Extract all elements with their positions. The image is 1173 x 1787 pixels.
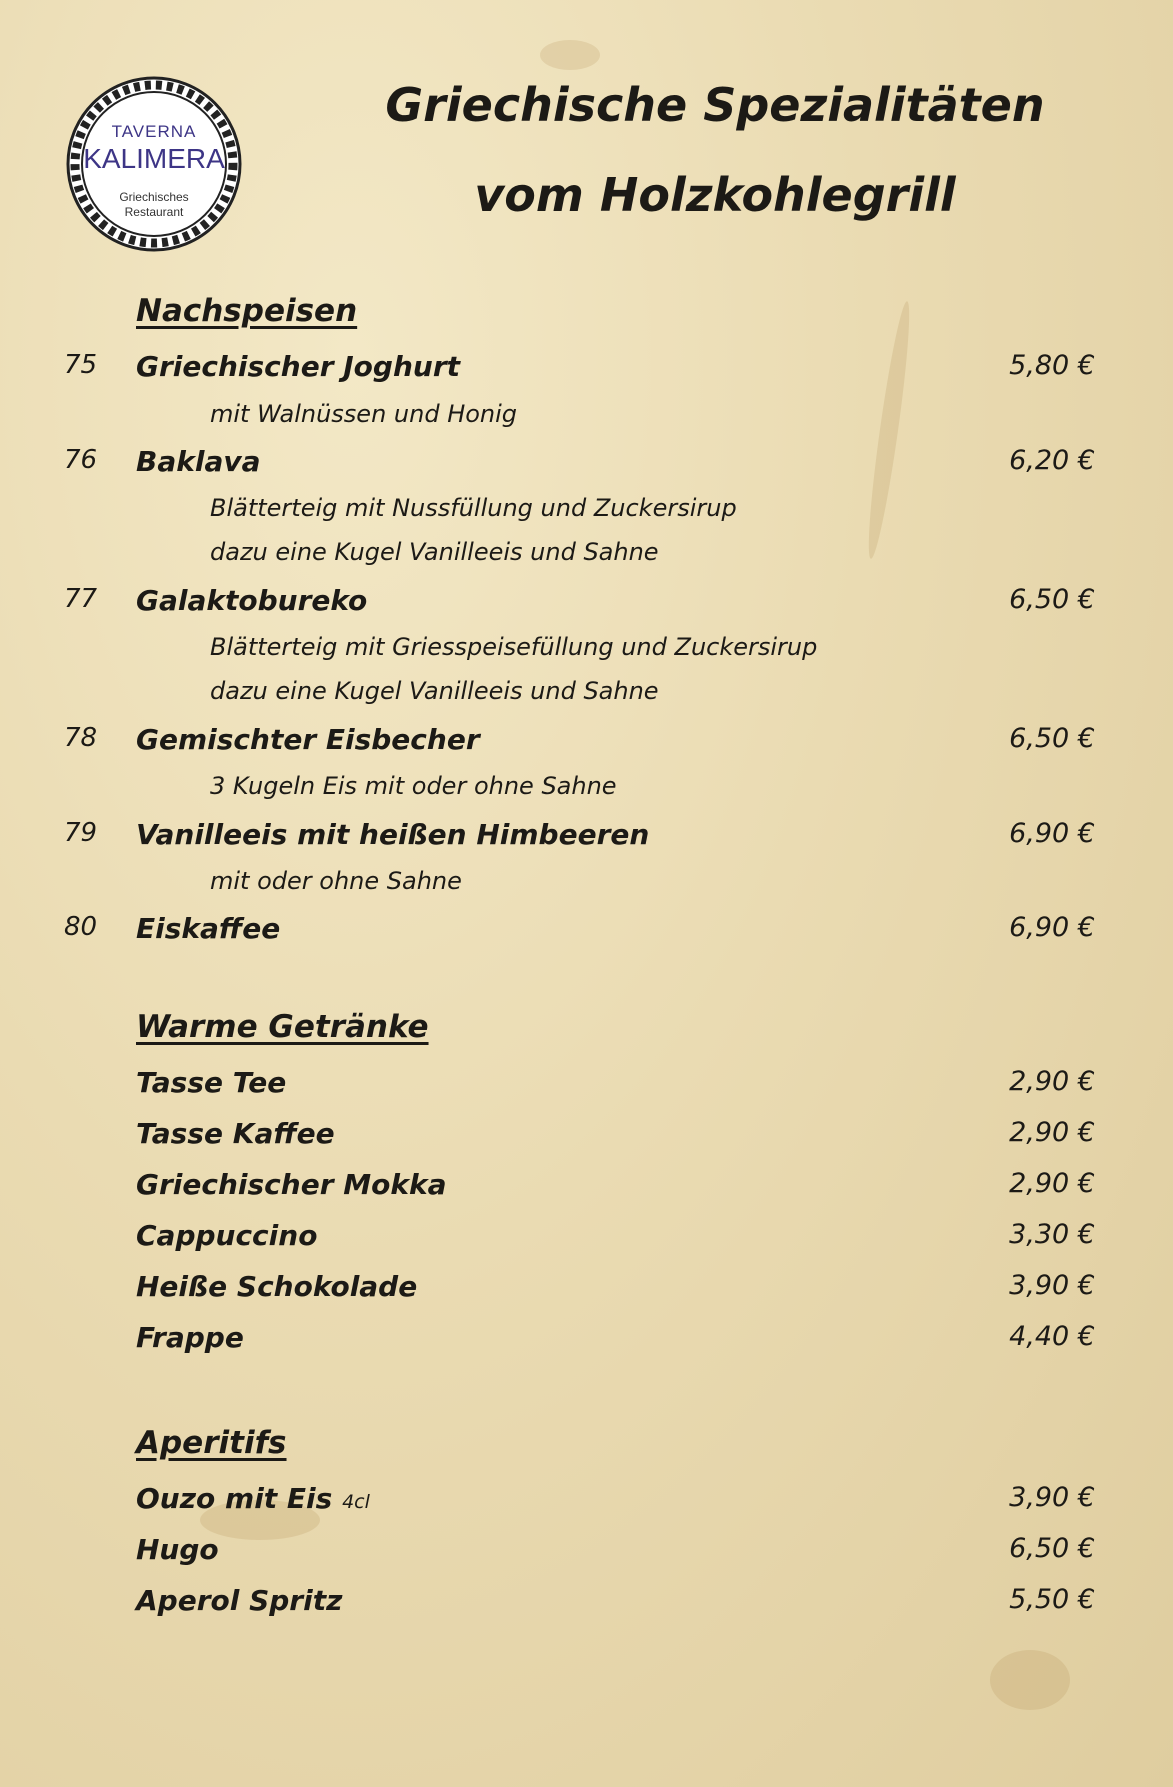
item-price: 2,90 € <box>1009 1066 1095 1097</box>
item-name: Tasse Tee <box>136 1066 287 1099</box>
item-name: Eiskaffee <box>136 912 281 945</box>
item-name: Galaktobureko <box>136 584 368 617</box>
item-description: 3 Kugeln Eis mit oder ohne Sahne <box>210 772 617 800</box>
menu-item <box>0 445 1173 485</box>
item-description: mit Walnüssen und Honig <box>210 400 518 428</box>
menu-item <box>0 584 1173 624</box>
item-name: Griechischer Mokka <box>136 1168 447 1201</box>
logo-taverna: TAVERNA <box>111 122 197 141</box>
item-name: Cappuccino <box>136 1219 318 1252</box>
item-price: 6,20 € <box>1009 445 1095 476</box>
item-price: 6,90 € <box>1009 912 1095 943</box>
menu-item <box>0 1533 1173 1573</box>
item-description: Blätterteig mit Nussfüllung und Zuckersirup <box>210 494 737 522</box>
item-number: 78 <box>64 723 98 753</box>
restaurant-logo <box>66 76 242 252</box>
paper-texture <box>862 300 916 560</box>
menu-item <box>0 912 1173 952</box>
item-price: 2,90 € <box>1009 1117 1095 1148</box>
item-price: 3,30 € <box>1009 1219 1095 1250</box>
item-unit: 4cl <box>342 1491 370 1513</box>
menu-item <box>0 1219 1173 1259</box>
item-name: Tasse Kaffee <box>136 1117 335 1150</box>
menu-item <box>0 1117 1173 1157</box>
item-name: Vanilleeis mit heißen Himbeeren <box>136 818 650 851</box>
menu-item <box>0 350 1173 390</box>
item-price: 6,50 € <box>1009 1533 1095 1564</box>
section-heading-hot-drinks: Warme Getränke <box>136 1009 429 1045</box>
item-description: dazu eine Kugel Vanilleeis und Sahne <box>210 538 659 566</box>
item-price: 3,90 € <box>1009 1482 1095 1513</box>
item-description: Blätterteig mit Griesspeisefüllung und Zuckersirup <box>210 633 818 661</box>
page-title: Griechische Spezialitäten <box>385 78 1045 132</box>
menu-item <box>0 1584 1173 1624</box>
item-name-text: Ouzo mit Eis <box>136 1482 333 1515</box>
item-price: 6,50 € <box>1009 584 1095 615</box>
item-description: mit oder ohne Sahne <box>210 867 462 895</box>
item-price: 5,50 € <box>1009 1584 1095 1615</box>
menu-item <box>0 1482 1173 1522</box>
section-heading-aperitifs: Aperitifs <box>136 1425 287 1461</box>
item-description: dazu eine Kugel Vanilleeis und Sahne <box>210 677 659 705</box>
item-name: Griechischer Joghurt <box>136 350 461 383</box>
item-name: Heiße Schokolade <box>136 1270 418 1303</box>
item-name: Frappe <box>136 1321 244 1354</box>
item-number: 75 <box>64 350 98 380</box>
paper-texture <box>990 1650 1070 1710</box>
menu-item <box>0 1270 1173 1310</box>
menu-item <box>0 723 1173 763</box>
item-number: 80 <box>64 912 98 942</box>
menu-item <box>0 1321 1173 1361</box>
menu-item <box>0 1168 1173 1208</box>
page-subtitle: vom Holzkohlegrill <box>474 168 956 222</box>
item-price: 3,90 € <box>1009 1270 1095 1301</box>
item-name: Baklava <box>136 445 261 478</box>
paper-texture <box>540 40 600 70</box>
item-price: 2,90 € <box>1009 1168 1095 1199</box>
logo-subtitle: Griechisches <box>119 190 189 204</box>
item-number: 77 <box>64 584 98 614</box>
menu-item <box>0 818 1173 858</box>
item-price: 6,50 € <box>1009 723 1095 754</box>
item-price: 6,90 € <box>1009 818 1095 849</box>
logo-name: KALIMERA <box>83 143 225 174</box>
item-price: 5,80 € <box>1009 350 1095 381</box>
menu-item <box>0 1066 1173 1106</box>
section-heading-desserts: Nachspeisen <box>136 293 358 329</box>
item-number: 76 <box>64 445 98 475</box>
item-name <box>136 1482 370 1515</box>
item-number: 79 <box>64 818 98 848</box>
item-name: Aperol Spritz <box>136 1584 343 1617</box>
item-name: Gemischter Eisbecher <box>136 723 480 756</box>
item-name: Hugo <box>136 1533 219 1566</box>
item-price: 4,40 € <box>1009 1321 1095 1352</box>
logo-subtitle: Restaurant <box>124 205 184 219</box>
